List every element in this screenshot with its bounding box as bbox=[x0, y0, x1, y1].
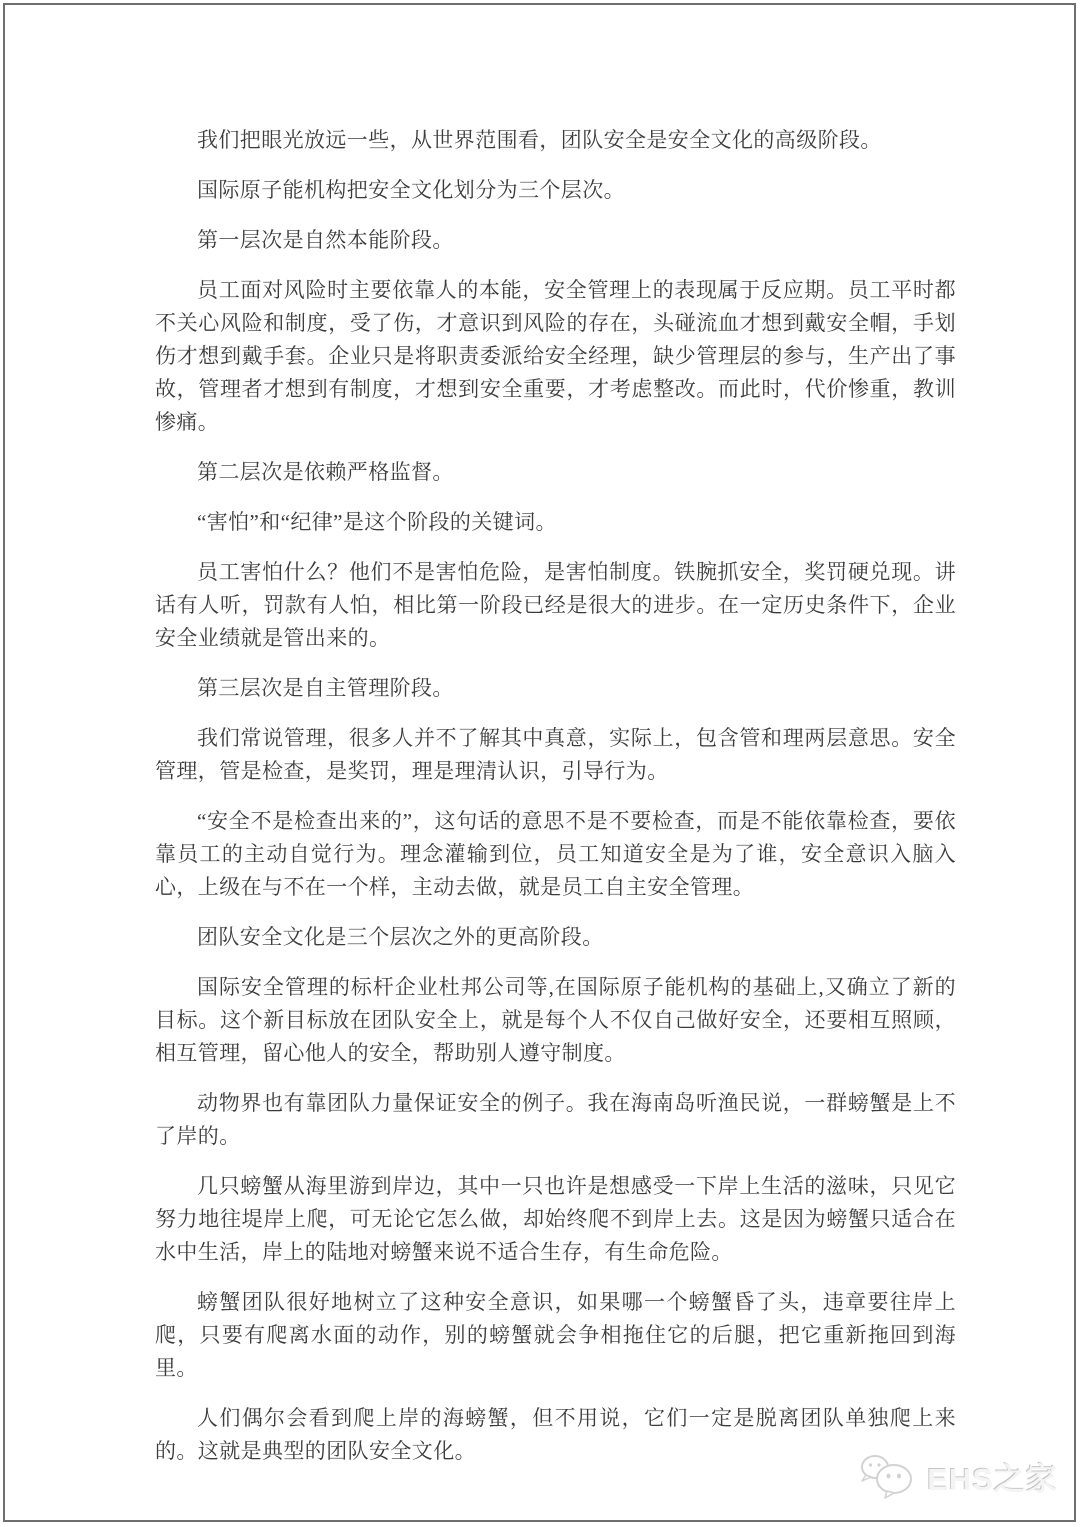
watermark-text: EHS之家 bbox=[927, 1461, 1058, 1497]
paragraph: 员工害怕什么？他们不是害怕危险，是害怕制度。铁腕抓安全，奖罚硬兑现。讲话有人听，罚款有人怕，相比第一阶段已经是很大的进步。在一定历史条件下，企业安全业绩就是管出来的。 bbox=[155, 560, 956, 650]
paragraph: 我们常说管理，很多人并不了解其中真意，实际上，包含管和理两层意思。安全管理，管是检查，是奖罚，理是理清认识，引导行为。 bbox=[155, 726, 956, 783]
paragraph: “安全不是检查出来的”，这句话的意思不是不要检查，而是不能依靠检查，要依靠员工的主动自觉行为。理念灌输到位，员工知道安全是为了谁，安全意识入脑入心，上级在与不在一个样，主动去做，就是员工自主安全管理。 bbox=[155, 809, 956, 899]
paragraph: 员工面对风险时主要依靠人的本能，安全管理上的表现属于反应期。员工平时都不关心风险和制度，受了伤，才意识到风险的存在，头碰流血才想到戴安全帽，手划伤才想到戴手套。企业只是将职责委派给安全经理，缺少管理层的参与，生产出了事故，管理者才想到有制度，才想到安全重要，才考虑整改。而此时，代价惨重，教训惨痛。 bbox=[155, 278, 956, 434]
paragraph: 国际安全管理的标杆企业杜邦公司等,在国际原子能机构的基础上,又确立了新的目标。这个新目标放在团队安全上，就是每个人不仅自己做好安全，还要相互照顾，相互管理，留心他人的安全，帮助别人遵守制度。 bbox=[155, 975, 956, 1065]
paragraph: 动物界也有靠团队力量保证安全的例子。我在海南岛听渔民说，一群螃蟹是上不了岸的。 bbox=[155, 1091, 956, 1148]
wechat-icon bbox=[859, 1452, 917, 1500]
paragraph: 人们偶尔会看到爬上岸的海螃蟹，但不用说，它们一定是脱离团队单独爬上来的。这就是典型的团队安全文化。 bbox=[155, 1406, 956, 1463]
paragraph: 第一层次是自然本能阶段。 bbox=[197, 228, 454, 252]
watermark bbox=[859, 1452, 1058, 1500]
paragraph: 第二层次是依赖严格监督。 bbox=[197, 460, 454, 484]
paragraph: 国际原子能机构把安全文化划分为三个层次。 bbox=[197, 178, 625, 202]
document-body bbox=[155, 124, 956, 1485]
paragraph: 团队安全文化是三个层次之外的更高阶段。 bbox=[197, 925, 604, 949]
paragraph: 几只螃蟹从海里游到岸边，其中一只也许是想感受一下岸上生活的滋味，只见它努力地往堤岸上爬，可无论它怎么做，却始终爬不到岸上去。这是因为螃蟹只适合在水中生活，岸上的陆地对螃蟹来说不适合生存，有生命危险。 bbox=[155, 1174, 956, 1264]
paragraph: “害怕”和“纪律”是这个阶段的关键词。 bbox=[197, 510, 557, 534]
paragraph: 螃蟹团队很好地树立了这种安全意识，如果哪一个螃蟹昏了头，违章要往岸上爬，只要有爬离水面的动作，别的螃蟹就会争相拖住它的后腿，把它重新拖回到海里。 bbox=[155, 1290, 956, 1380]
paragraph: 第三层次是自主管理阶段。 bbox=[197, 676, 454, 700]
paragraph: 我们把眼光放远一些，从世界范围看，团队安全是安全文化的高级阶段。 bbox=[197, 128, 882, 152]
